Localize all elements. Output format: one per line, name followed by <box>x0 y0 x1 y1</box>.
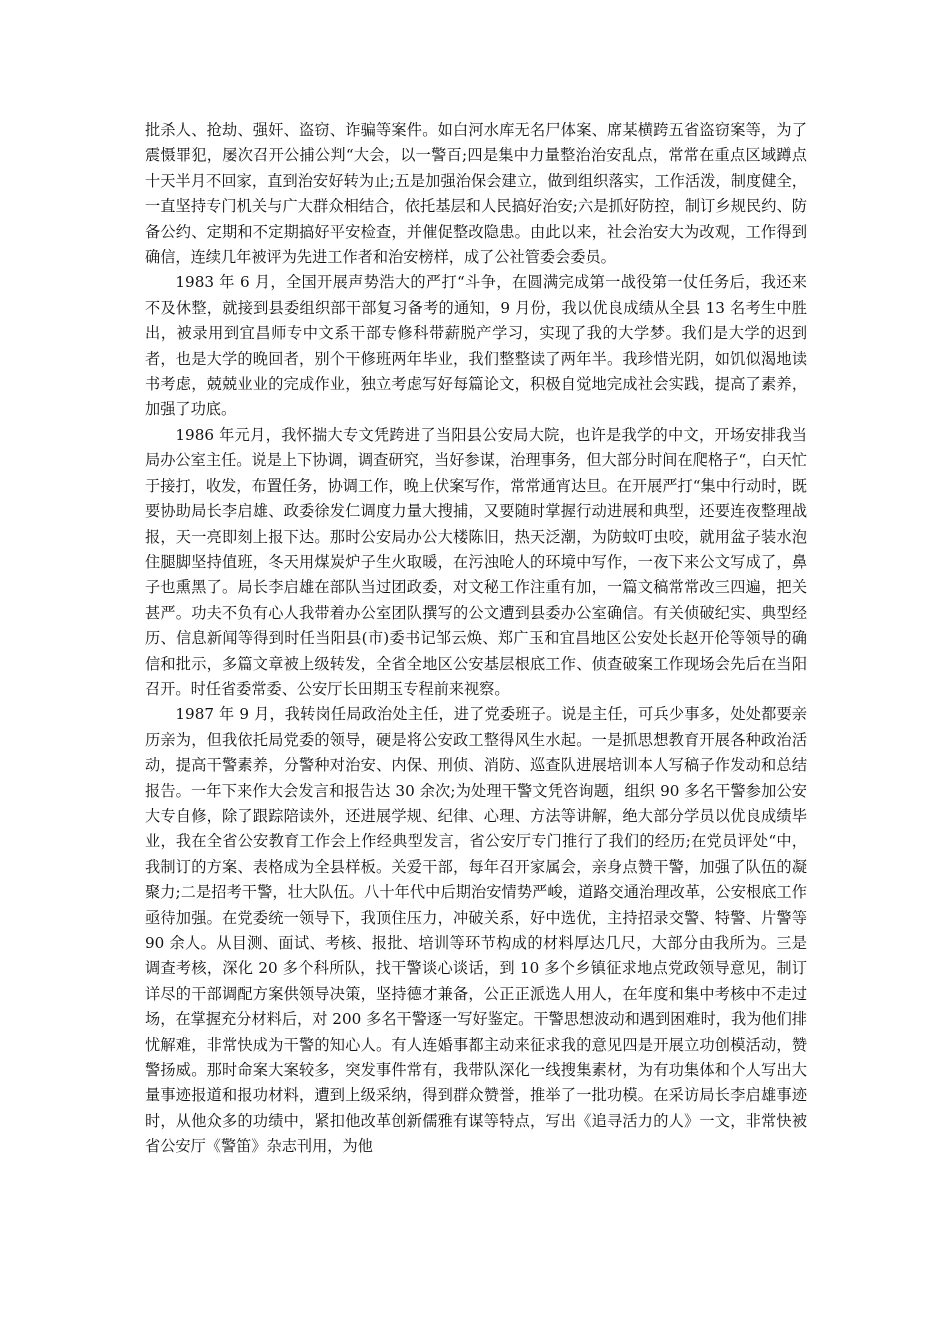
paragraph-2: 1983 年 6 月，全国开展声势浩大的严打“斗争，在圆满完成第一战役第一仗任务后，我还来不及休整，就接到县委组织部干部复习备考的通知，9 月份，我以优良成绩从全县 13 名考生中胜出，被录用到宜昌师专中文系干部专修科带薪脱产学习，实现了我的大学梦。我们是大学的迟到者，也是大学的晚回者，别个干修班两年毕业，我们整整读了两年半。我珍惜光阴，如饥似渴地读书考虑，兢兢业业的完成作业，独立考虑写好每篇论文，积极自觉地完成社会实践，提高了素养，加强了功底。 <box>145 273 807 419</box>
paragraph-3: 1986 年元月，我怀揣大专文凭跨进了当阳县公安局大院，也许是我学的中文，开场安排我当局办公室主任。说是上下协调，调查研究，当好参谋，治理事务，但大部分时间在爬格子“，白天忙于接打，收发，布置任务，协调工作，晚上伏案写作，常常通宵达旦。在开展严打“集中行动时，既要协助局长李启雄、政委徐发仁调度力量大搜捕，又要随时掌握行动进展和典型，还要连夜整理战报，天一亮即刻上报下达。那时公安局办公大楼陈旧，热天泛潮，为防蚊叮虫咬，就用盆子装水泡住腿脚坚持值班，冬天用煤炭炉子生火取暖，在污浊呛人的环境中写作，一夜下来公文写成了，鼻子也熏黑了。局长李启雄在部队当过团政委，对文秘工作注重有加，一篇文稿常常改三四遍，把关甚严。功夫不负有心人我带着办公室团队撰写的公文遭到县委办公室确信。有关侦破纪实、典型经历、信息新闻等得到时任当阳县(市)委书记邹云焕、郑广玉和宜昌地区公安处长赵开伦等领导的确信和批示，多篇文章被上级转发，全省全地区公安基层根底工作、侦查破案工作现场会先后在当阳召开。时任省委常委、公安厅长田期玉专程前来视察。 <box>145 425 807 698</box>
paragraph-1: 批杀人、抢劫、强奸、盗窃、诈骗等案件。如白河水库无名尸体案、席某横跨五省盗窃案等，为了震慑罪犯，屡次召开公捕公判“大会，以一警百;四是集中力量整治治安乱点，常常在重点区域蹲点十天半月不回家，直到治安好转为止;五是加强治保会建立，做到组织落实，工作活泼，制度健全，一直坚持专门机关与广大群众相结合，依托基层和人民搞好治安;六是抓好防控，制订乡规民约、防备公约、定期和不定期搞好平安检查，并催促整改隐患。由此以来，社会治安大为改观，工作得到确信，连续几年被评为先进工作者和治安榜样，成了公社管委会委员。 <box>145 121 807 267</box>
document-body <box>145 118 807 1160</box>
paragraph-4: 1987 年 9 月，我转岗任局政治处主任，进了党委班子。说是主任，可兵少事多，处处都要亲历亲为，但我依托局党委的领导，硬是将公安政工整得风生水起。一是抓思想教育开展各种政治活动，提高干警素养，分警种对治安、内保、刑侦、消防、巡查队进展培训本人写稿子作发动和总结报告。一年下来作大会发言和报告达 30 余次;为处理干警文凭咨询题，组织 90 多名干警参加公安大专自修，除了跟踪陪读外，还进展学规、纪律、心理、方法等讲解，绝大部分学员以优良成绩毕业，我在全省公安教育工作会上作经典型发言，省公安厅专门推行了我们的经历;在党员评处“中，我制订的方案、表格成为全县样板。关爱干部，每年召开家属会，亲身点赞干警，加强了队伍的凝聚力;二是招考干警，壮大队伍。八十年代中后期治安情势严峻，道路交通治理改革，公安根底工作亟待加强。在党委统一领导下，我顶住压力，冲破关系，好中选优，主持招录交警、特警、片警等 90 余人。从目测、面试、考核、报批、培训等环节构成的材料厚达几尺，大部分由我所为。三是调查考核，深化 20 多个科所队，找干警谈心谈话，到 10 多个乡镇征求地点党政领导意见，制订详尽的干部调配方案供领导决策，坚持德才兼备，公正正派选人用人，在年度和集中考核中不走过场，在掌握充分材料后，对 200 多名干警逐一写好鉴定。干警思想波动和遇到困难时，我为他们排忧解难，非常快成为干警的知心人。有人连婚事都主动来征求我的意见四是开展立功创模活动，赞警扬威。那时命案大案较多，突发事件常有，我带队深化一线搜集素材，为有功集体和个人写出大量事迹报道和报功材料，遭到上级采纳，得到群众赞誉，推举了一批功模。在采访局长李启雄事迹时，从他众多的功绩中，紧扣他改革创新儒雅有谋等特点，写出《追寻活力的人》一文，非常快被省公安厅《警笛》杂志刊用，为他 <box>145 705 807 1156</box>
